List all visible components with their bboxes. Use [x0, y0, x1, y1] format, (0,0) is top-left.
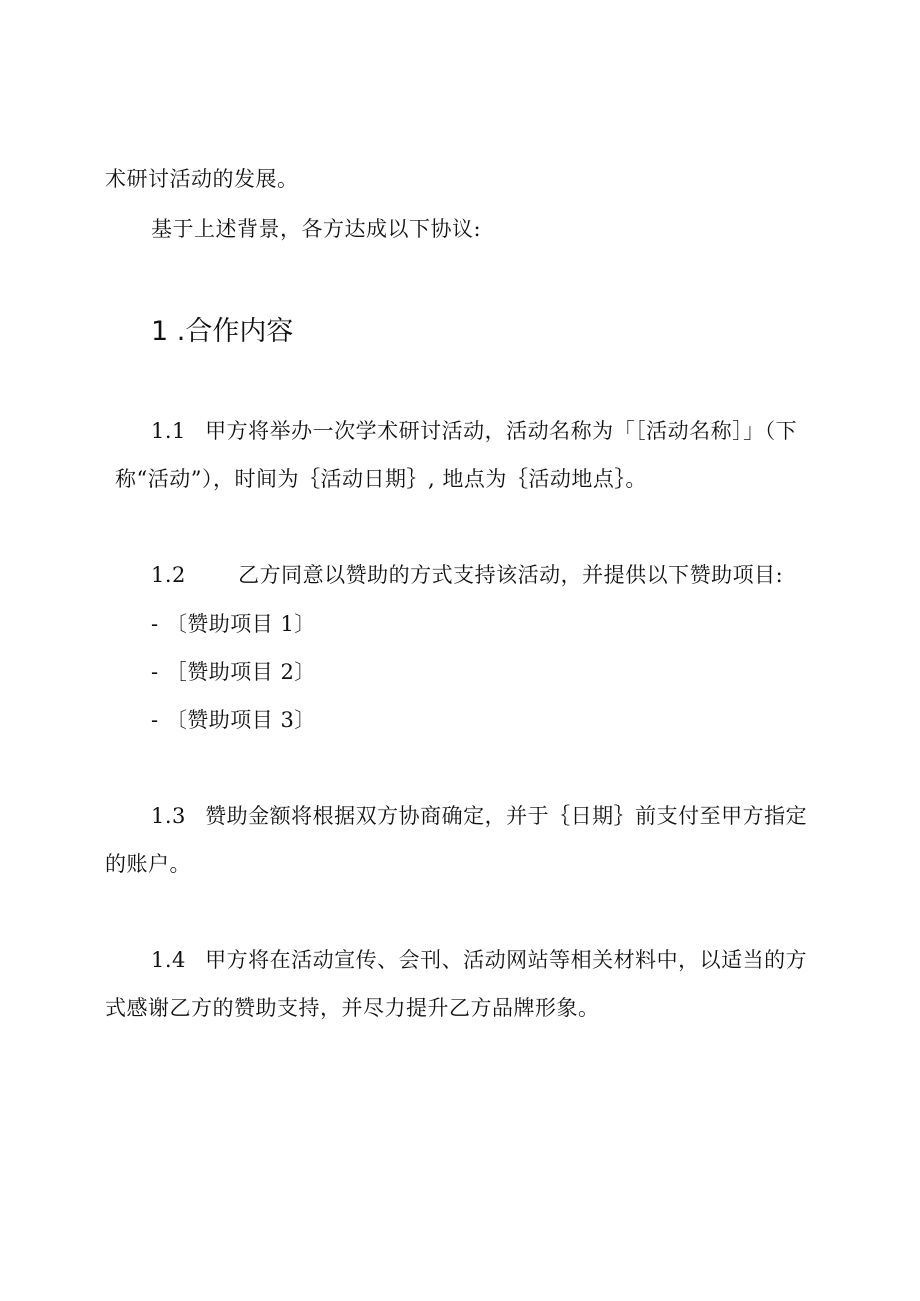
clause-text: 甲方将在活动宣传、会刊、活动网站等相关材料中，以适当的方 [205, 948, 808, 972]
sponsor-item: - 〔赞助项目 3〕 [151, 708, 316, 732]
clause-1-3-line1 [151, 802, 807, 830]
clause-number: 1.4 [151, 948, 186, 972]
clause-text: 赞助金额将根据双方协商确定，并于｛日期｝前支付至甲方指定 [205, 804, 808, 828]
clause-number: 1.3 [151, 804, 186, 828]
clause-1-1-line2: 称“活动”），时间为｛活动日期｝, 地点为｛活动地点｝。 [115, 467, 647, 491]
clause-number: 1.1 [151, 419, 186, 443]
sponsor-item: - 〔赞助项目 1〕 [151, 612, 316, 636]
clause-text: 甲方将举办一次学术研讨活动，活动名称为「［活动名称］」（下 [205, 419, 798, 443]
clause-1-4-line2: 式感谢乙方的赞助支持，并尽力提升乙方品牌形象。 [105, 996, 600, 1020]
sponsor-item: - ［赞助项目 2〕 [151, 660, 316, 684]
clause-1-2-line [151, 561, 783, 589]
clause-1-4-line1 [151, 946, 807, 974]
intro-continuation: 术研讨活动的发展。 [105, 167, 299, 191]
section-heading: 1 .合作内容 [151, 316, 294, 347]
clause-1-1-line1 [151, 417, 797, 445]
clause-1-3-line2: 的账户。 [105, 852, 191, 876]
intro-agreement: 基于上述背景，各方达成以下协议: [151, 217, 482, 241]
clause-number: 1.2 [151, 563, 186, 587]
clause-text: 乙方同意以赞助的方式支持该活动，并提供以下赞助项目: [238, 563, 784, 587]
